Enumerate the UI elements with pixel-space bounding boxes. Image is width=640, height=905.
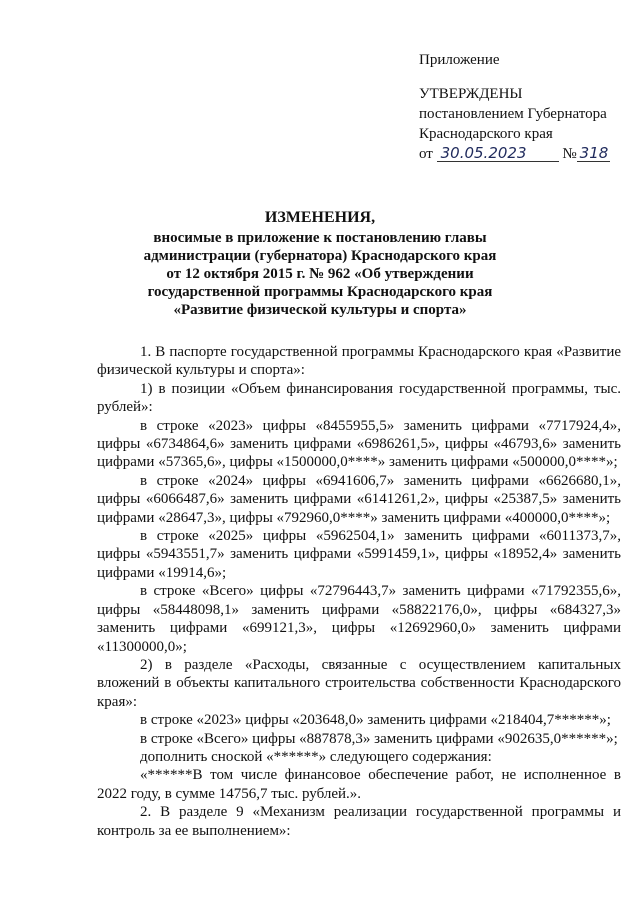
paragraph-item-2: 2) в разделе «Расходы, связанные с осуществлением капитальных вложений в объекты капитального строительства собственности Краснодарского края»: (97, 656, 621, 710)
paragraph-footnote-intro: дополнить сноской «******» следующего содержания: (140, 748, 492, 765)
paragraph-row-total: в строке «Всего» цифры «72796443,7» заменить цифрами «71792355,6», цифры «58448098,1» заменить цифрами «58822176,0», цифры «684327,3» заменить цифрами «699121,3», цифры «12692960,0» заменить цифрами «11300000,0»; (97, 583, 621, 655)
title-line-4: государственной программы Краснодарского края (147, 284, 493, 300)
paragraph-row-2023: в строке «2023» цифры «8455955,5» заменить цифрами «7717924,4», цифры «6734864,6» заменить цифрами «6986261,5», цифры «46793,6» заменить цифрами «57365,6», цифры «1500000,0****» заменить цифрами «500000,0****»; (97, 417, 621, 471)
handwritten-number: 318 (577, 145, 610, 162)
title-line-2: администрации (губернатора) Краснодарского края (143, 248, 497, 264)
from-label: от (419, 146, 433, 162)
approved-label: УТВЕРЖДЕНЫ (419, 86, 523, 102)
paragraph-footnote-text: «******В том числе финансовое обеспечение работ, не исполненное в 2022 году, в сумме 14756,7 тыс. рублей.». (97, 767, 621, 802)
approval-stamp (419, 50, 610, 164)
title-heading: ИЗМЕНЕНИЯ, (264, 209, 376, 226)
date-number-line (419, 144, 610, 164)
paragraph-section-2: 2. В разделе 9 «Механизм реализации государственной программы и контроль за ее выполнением»: (97, 804, 621, 839)
handwritten-date: 30.05.2023 (437, 145, 559, 162)
appendix-label: Приложение (419, 52, 500, 68)
paragraph-capital-2023: в строке «2023» цифры «203648,0» заменить цифрами «218404,7******»; (140, 712, 611, 729)
title-line-3: от 12 октября 2015 г. № 962 «Об утверждении (166, 266, 474, 282)
paragraph-section-1: 1. В паспорте государственной программы Краснодарского края «Развитие физической культуры и спорта»: (97, 344, 621, 379)
paragraph-item-1: 1) в позиции «Объем финансирования государственной программы, тыс. рублей»: (97, 380, 621, 416)
approval-line-1: постановлением Губернатора (419, 106, 607, 122)
paragraph-capital-total: в строке «Всего» цифры «887878,3» заменить цифрами «902635,0******»; (140, 730, 618, 747)
number-prefix: № (562, 146, 577, 162)
title-line-5: «Развитие физической культуры и спорта» (173, 302, 467, 318)
title-line-1: вносимые в приложение к постановлению главы (153, 230, 487, 246)
paragraph-row-2025: в строке «2025» цифры «5962504,1» заменить цифрами «6011373,7», цифры «5943551,7» заменить цифрами «5991459,1», цифры «18952,4» заменить цифрами «19914,6»; (97, 528, 621, 581)
document-title (110, 209, 530, 319)
approval-line-2: Краснодарского края (419, 126, 553, 142)
paragraph-row-2024: в строке «2024» цифры «6941606,7» заменить цифрами «6626680,1», цифры «6066487,6» заменить цифрами «6141261,2», цифры «25387,5» заменить цифрами «28647,3», цифры «792960,0****» заменить цифрами «400000,0****»; (97, 472, 621, 526)
document-body (97, 343, 621, 840)
